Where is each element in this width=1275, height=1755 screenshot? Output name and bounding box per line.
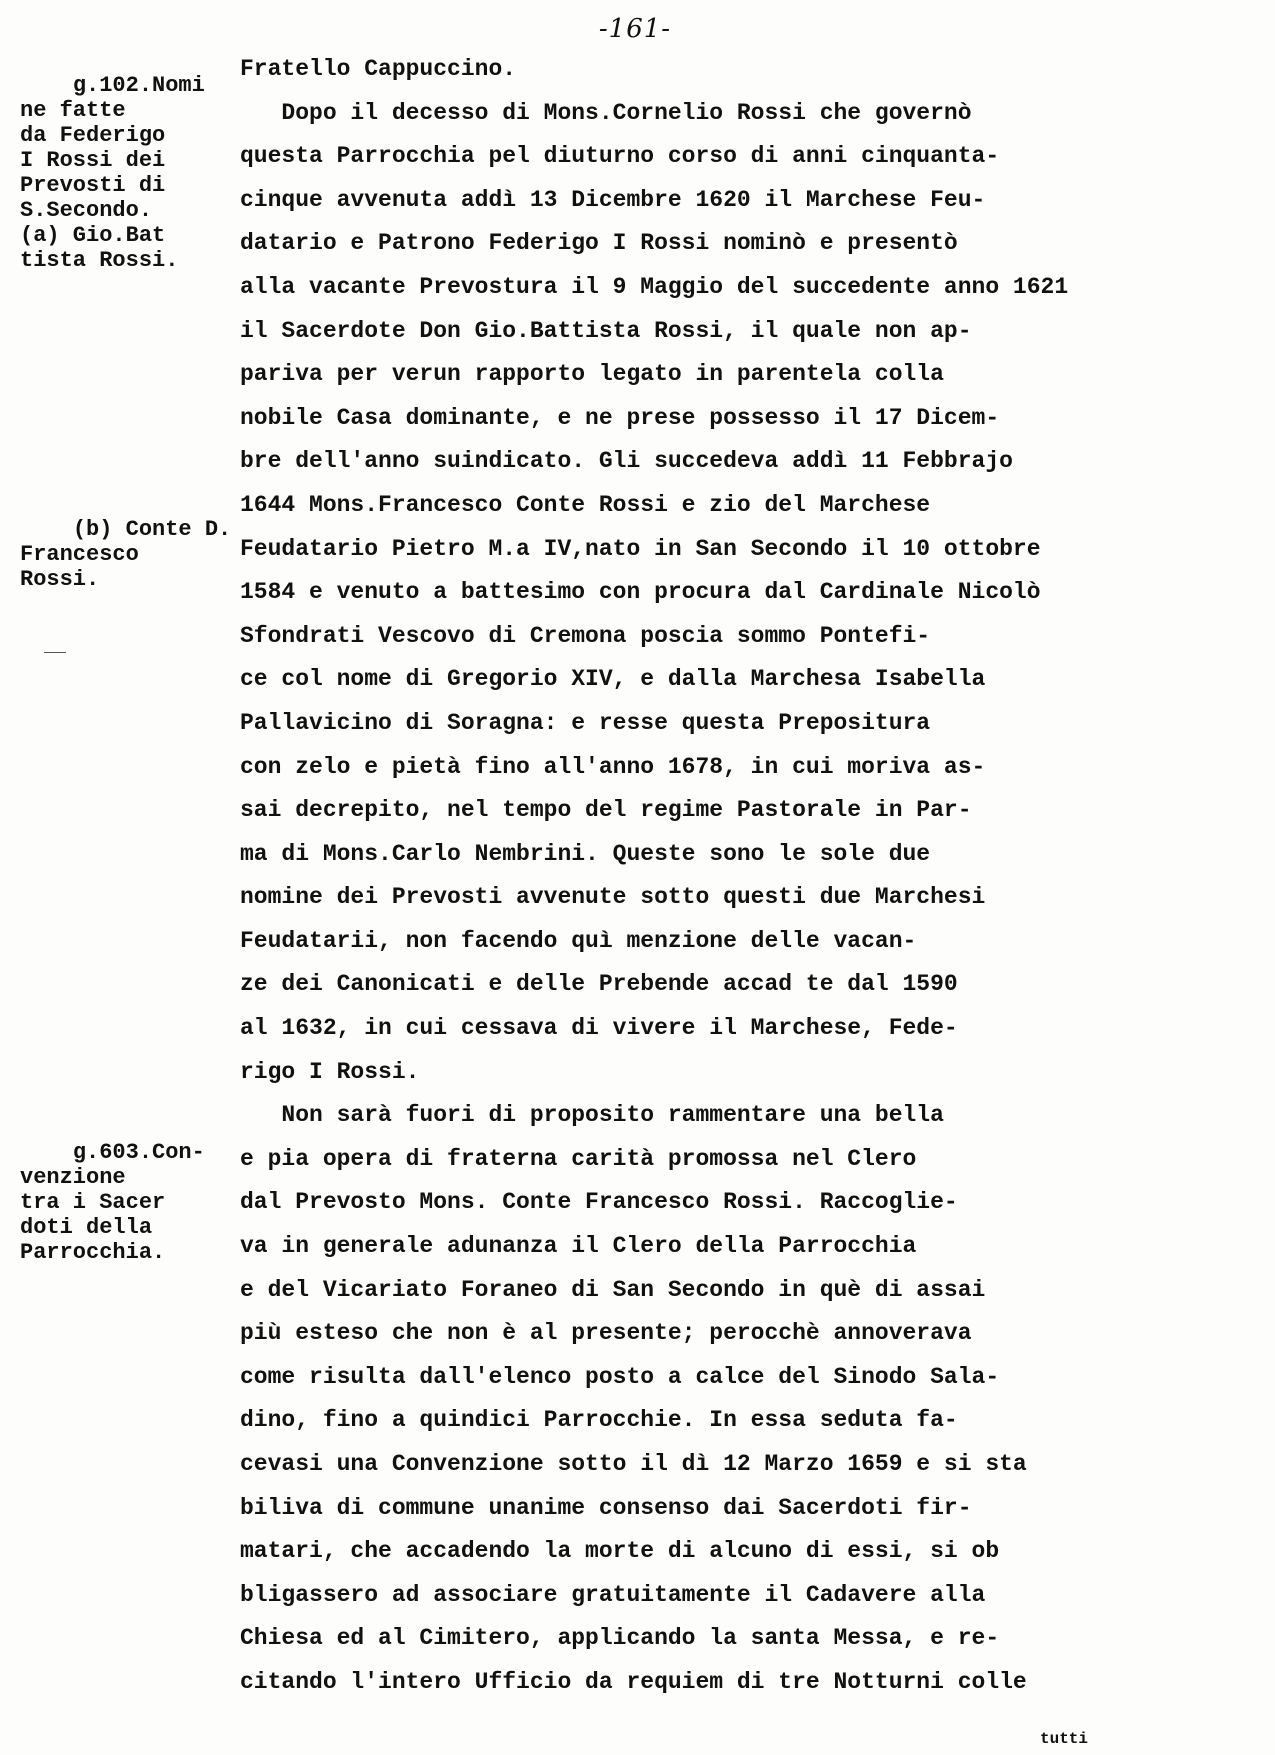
margin-note-line: tista Rossi. xyxy=(20,248,179,273)
margin-note-line: g.603.Con- xyxy=(72,1140,205,1165)
body-line: datario e Patrono Federigo I Rossi nominò e presentò xyxy=(240,230,958,257)
body-line: Sfondrati Vescovo di Cremona poscia sommo Pontefi- xyxy=(240,622,931,649)
body-line: e del Vicariato Foraneo di San Secondo in què di assai xyxy=(240,1276,986,1303)
margin-dash xyxy=(44,652,66,653)
margin-note-line: g.102.Nomi xyxy=(72,73,205,98)
body-line: 1644 Mons.Francesco Conte Rossi e zio del Marchese xyxy=(240,491,931,518)
body-line: matari, che accadendo la morte di alcuno di essi, si ob xyxy=(240,1538,1000,1565)
body-line: pariva per verun rapporto legato in parentela colla xyxy=(240,361,944,388)
body-line: sai decrepito, nel tempo del regime Pastorale in Par- xyxy=(240,797,972,824)
body-line: dal Prevosto Mons. Conte Francesco Rossi. Raccoglie- xyxy=(240,1189,958,1216)
page-number: -161- xyxy=(598,14,672,44)
body-line: bre dell'anno suindicato. Gli succedeva addì 11 Febbrajo xyxy=(240,448,1013,475)
body-line: più esteso che non è al presente; perocchè annoverava xyxy=(240,1320,972,1347)
body-line: nobile Casa dominante, e ne prese possesso il 17 Dicem- xyxy=(240,404,1000,431)
body-line: con zelo e pietà fino all'anno 1678, in cui moriva as- xyxy=(240,753,986,780)
margin-note-nomine xyxy=(20,48,220,298)
body-line: e pia opera di fraterna carità promossa nel Clero xyxy=(240,1145,917,1172)
body-line: 1584 e venuto a battesimo con procura dal Cardinale Nicolò xyxy=(240,579,1041,606)
body-line: Feudatario Pietro M.a IV,nato in San Secondo il 10 ottobre xyxy=(240,535,1041,562)
body-line: al 1632, in cui cessava di vivere il Marchese, Fede- xyxy=(240,1015,958,1042)
margin-note-line: tra i Sacer xyxy=(20,1190,166,1215)
body-line: ze dei Canonicati e delle Prebende accad te dal 1590 xyxy=(240,971,958,998)
margin-note-line: venzione xyxy=(20,1165,126,1190)
body-line: dino, fino a quindici Parrocchie. In essa seduta fa- xyxy=(240,1407,958,1434)
body-line: nomine dei Prevosti avvenute sotto questi due Marchesi xyxy=(240,884,986,911)
margin-note-line: I Rossi dei xyxy=(20,148,166,173)
body-line: alla vacante Prevostura il 9 Maggio del succedente anno 1621 xyxy=(240,273,1069,300)
margin-note-line: doti della xyxy=(20,1215,153,1240)
margin-note-line: (a) Gio.Bat xyxy=(20,223,166,248)
body-line: Feudatarii, non facendo quì menzione delle vacan- xyxy=(240,927,917,954)
body-line: citando l'intero Ufficio da requiem di tre Notturni colle xyxy=(240,1668,1027,1695)
body-line: rigo I Rossi. xyxy=(240,1058,420,1085)
body-line: Dopo il decesso di Mons.Cornelio Rossi che governò xyxy=(240,99,972,126)
body-line: il Sacerdote Don Gio.Battista Rossi, il quale non ap- xyxy=(240,317,972,344)
body-line: Non sarà fuori di proposito rammentare una bella xyxy=(240,1102,944,1129)
margin-note-line: Francesco xyxy=(20,542,139,567)
margin-note-line: Prevosti di xyxy=(20,173,166,198)
body-line: Fratello Cappuccino. xyxy=(240,56,517,82)
margin-note-line: ne fatte xyxy=(20,98,126,123)
body-line: Chiesa ed al Cimitero, applicando la santa Messa, e re- xyxy=(240,1625,1000,1652)
body-line: ce col nome di Gregorio XIV, e dalla Marchesa Isabella xyxy=(240,666,986,693)
margin-note-convenzione xyxy=(20,1115,220,1290)
margin-note-line: Rossi. xyxy=(20,567,100,592)
body-line: Pallavicino di Soragna: e resse questa Prepositura xyxy=(240,709,931,736)
catchword: tutti xyxy=(1040,1730,1089,1748)
margin-note-line: da Federigo xyxy=(20,123,166,148)
body-line: ma di Mons.Carlo Nembrini. Queste sono le sole due xyxy=(240,840,931,867)
body-line: cevasi una Convenzione sotto il dì 12 Marzo 1659 e si sta xyxy=(240,1451,1027,1477)
body-line: biliva di commune unanime consenso dai Sacerdoti fir- xyxy=(240,1494,972,1521)
margin-note-line: (b) Conte D. xyxy=(72,517,232,542)
body-text xyxy=(240,48,1250,1705)
body-line: come risulta dall'elenco posto a calce del Sinodo Sala- xyxy=(240,1363,1000,1390)
body-line: va in generale adunanza il Clero della Parrocchia xyxy=(240,1233,917,1260)
margin-note-conte xyxy=(20,492,232,617)
body-line: questa Parrocchia pel diuturno corso di anni cinquanta- xyxy=(240,143,1000,170)
body-line: cinque avvenuta addì 13 Dicembre 1620 il Marchese Feu- xyxy=(240,186,986,213)
body-line: bligassero ad associare gratuitamente il Cadavere alla xyxy=(240,1581,986,1608)
margin-note-line: Parrocchia. xyxy=(20,1240,166,1265)
margin-note-line: S.Secondo. xyxy=(20,198,153,223)
